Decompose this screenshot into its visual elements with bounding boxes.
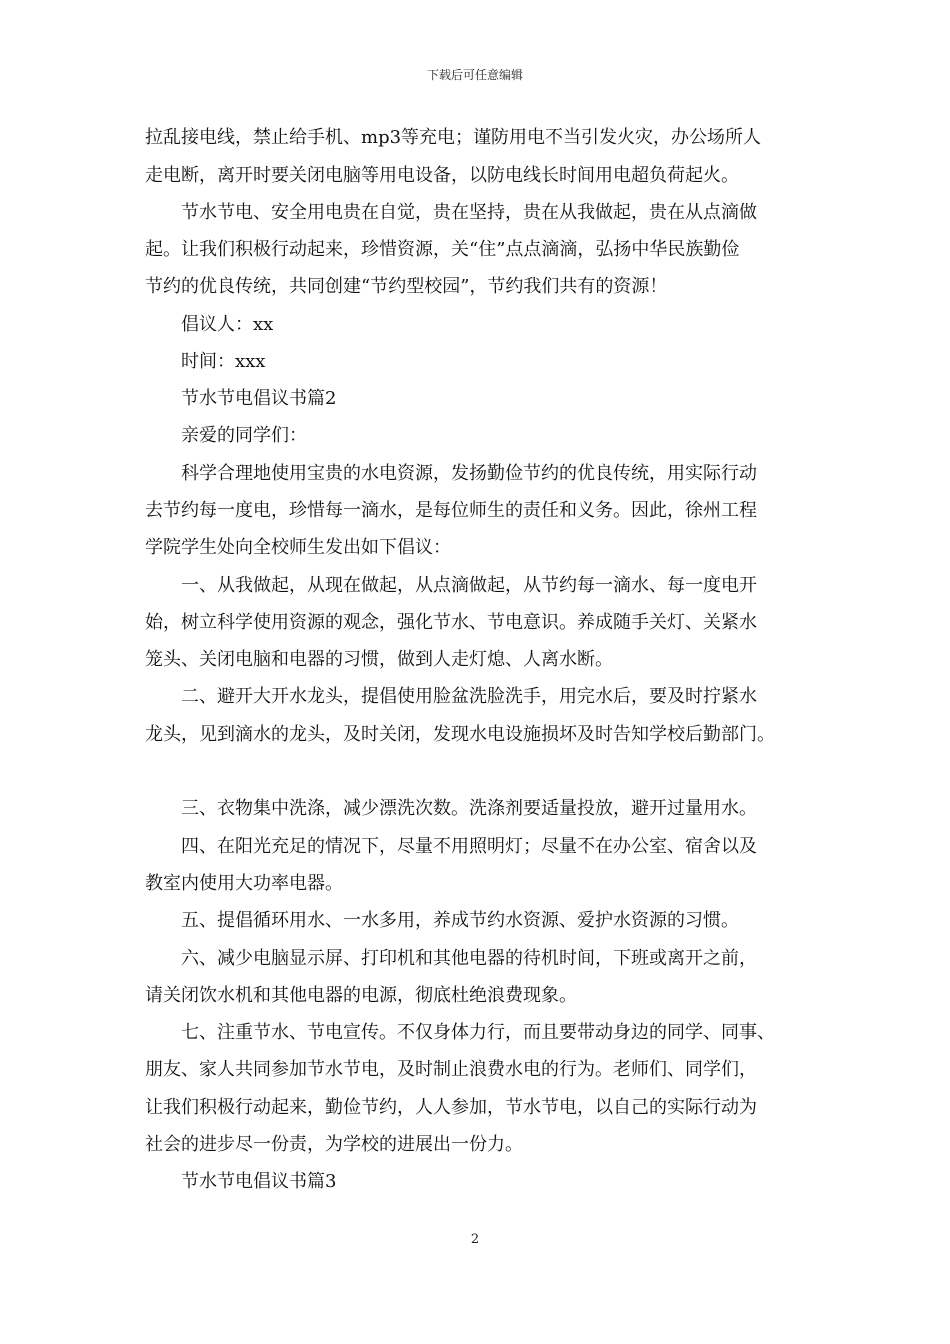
text-line: 朋友、家人共同参加节水节电，及时制止浪费水电的行为。老师们、同学们， [145, 1059, 757, 1080]
text-line: 去节约每一度电，珍惜每一滴水，是每位师生的责任和义务。因此，徐州工程 [145, 500, 757, 521]
text-line: 节约的优良传统，共同创建“节约型校园”，节约我们共有的资源！ [145, 276, 668, 297]
text-line: 始，树立科学使用资源的观念，强化节水、节电意识。养成随手关灯、关紧水 [145, 612, 757, 633]
text-line: 二、避开大开水龙头，提倡使用脸盆洗脸洗手，用完水后，要及时拧紧水 [181, 686, 757, 707]
text-line: 节水节电、安全用电贵在自觉，贵在坚持，贵在从我做起，贵在从点滴做 [181, 202, 757, 223]
text-line: 亲爱的同学们： [181, 425, 307, 446]
text-line: 倡议人：xx [181, 314, 274, 335]
text-line: 让我们积极行动起来，勤俭节约，人人参加，节水节电，以自己的实际行动为 [145, 1097, 757, 1118]
text-line: 一、从我做起，从现在做起，从点滴做起，从节约每一滴水、每一度电开 [181, 575, 757, 596]
text-line: 六、减少电脑显示屏、打印机和其他电器的待机时间，下班或离开之前， [181, 948, 757, 969]
text-line: 时间：xxx [181, 351, 266, 372]
text-line: 拉乱接电线，禁止给手机、mp3等充电；谨防用电不当引发火灾，办公场所人 [145, 127, 762, 148]
text-line: 社会的进步尽一份责，为学校的进展出一份力。 [145, 1134, 523, 1155]
section-heading: 节水节电倡议书篇3 [181, 1171, 337, 1192]
text-line: 龙头，见到滴水的龙头，及时关闭，发现水电设施损坏及时告知学校后勤部门。 [145, 724, 775, 745]
text-line: 学院学生处向全校师生发出如下倡议： [145, 537, 451, 558]
text-line: 请关闭饮水机和其他电器的电源，彻底杜绝浪费现象。 [145, 985, 577, 1006]
page-header: 下载后可任意编辑 [426, 68, 523, 82]
section-heading: 节水节电倡议书篇2 [181, 388, 337, 409]
text-line: 三、衣物集中洗涤，减少漂洗次数。洗涤剂要适量投放，避开过量用水。 [181, 798, 757, 819]
page-number: 2 [470, 1232, 480, 1247]
text-line: 走电断，离开时要关闭电脑等用电设备，以防电线长时间用电超负荷起火。 [145, 165, 739, 186]
text-line: 科学合理地使用宝贵的水电资源，发扬勤俭节约的优良传统，用实际行动 [181, 463, 757, 484]
text-line: 起。让我们积极行动起来，珍惜资源，关“住”点点滴滴，弘扬中华民族勤俭 [145, 239, 740, 260]
text-line: 笼头、关闭电脑和电器的习惯，做到人走灯熄、人离水断。 [145, 649, 613, 670]
text-line: 教室内使用大功率电器。 [145, 873, 343, 894]
text-line: 七、注重节水、节电宣传。不仅身体力行，而且要带动身边的同学、同事、 [181, 1022, 775, 1043]
text-line: 四、在阳光充足的情况下，尽量不用照明灯；尽量不在办公室、宿舍以及 [181, 836, 757, 857]
text-line: 五、提倡循环用水、一水多用，养成节约水资源、爱护水资源的习惯。 [181, 910, 739, 931]
